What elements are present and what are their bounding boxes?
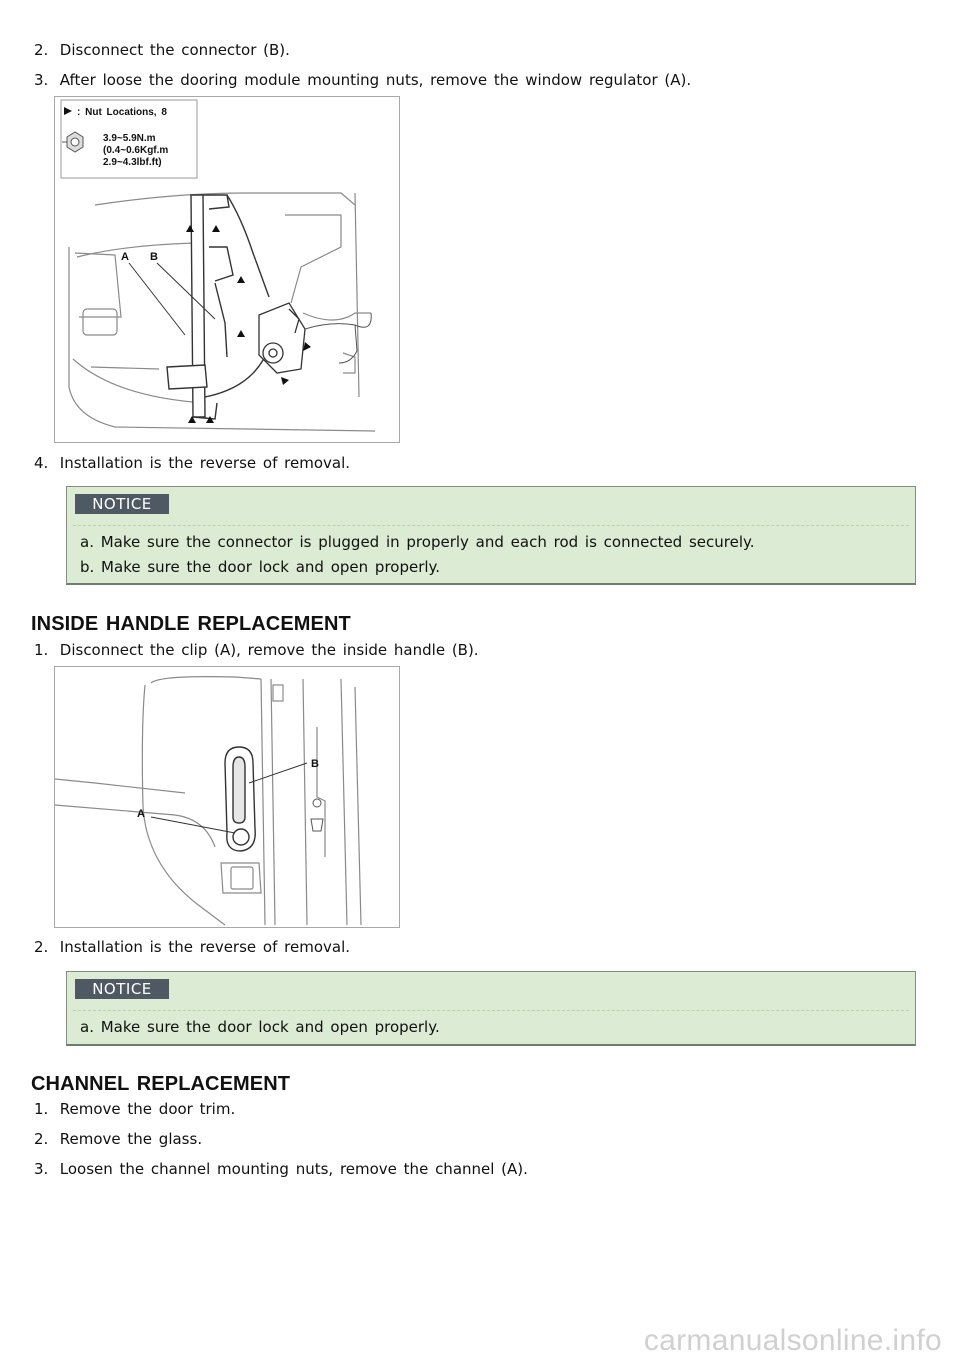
step-item: 1. Disconnect the clip (A), remove the inside handle (B).	[34, 641, 479, 659]
step-text: Remove the door trim.	[59, 1100, 236, 1118]
window-regulator-figure	[54, 96, 400, 443]
regulator-motor	[259, 303, 305, 373]
callout-label-a: A	[137, 808, 145, 820]
step-item: 2. Disconnect the connector (B).	[34, 41, 290, 59]
step-item: 2. Installation is the reverse of removal.	[34, 938, 350, 956]
step-text: After loose the dooring module mounting nuts, remove the window regulator (A).	[59, 71, 692, 89]
torque-kgf: (0.4~0.6Kgf.m	[103, 145, 169, 156]
notice-badge: NOTICE	[75, 494, 169, 514]
inside-handle-figure	[54, 666, 400, 928]
notice-badge: NOTICE	[75, 979, 169, 999]
watermark: carmanualsonline.info	[643, 1324, 942, 1357]
notice-item: a. Make sure the connector is plugged in properly and each rod is connected securely.	[80, 533, 755, 551]
callout-line-a	[151, 817, 235, 833]
notice-item: b. Make sure the door lock and open properly.	[80, 558, 441, 576]
step-item: 4. Installation is the reverse of removal.	[34, 454, 350, 472]
callout-label-b: B	[311, 758, 319, 770]
step-text: Remove the glass.	[59, 1130, 203, 1148]
section-heading: INSIDE HANDLE REPLACEMENT	[31, 613, 351, 635]
torque-lbf: 2.9~4.3lbf.ft)	[103, 157, 162, 168]
torque-nm: 3.9~5.9N.m	[103, 133, 156, 144]
window-regulator-illustration	[55, 97, 399, 442]
notice-box	[66, 486, 916, 585]
section-heading: CHANNEL REPLACEMENT	[31, 1073, 291, 1095]
door-clip	[311, 799, 323, 831]
step-text: Disconnect the clip (A), remove the inside handle (B).	[59, 641, 479, 659]
step-text: Disconnect the connector (B).	[59, 41, 290, 59]
callout-label-a: A	[121, 251, 129, 263]
step-item: 3. After loose the dooring module mounting nuts, remove the window regulator (A).	[34, 71, 692, 89]
notice-item: a. Make sure the door lock and open properly.	[80, 1018, 440, 1036]
step-item: 3. Loosen the channel mounting nuts, remove the channel (A).	[34, 1160, 528, 1178]
inside-handle	[225, 747, 255, 851]
legend-title: : Nut Locations, 8	[77, 107, 167, 118]
step-text: Loosen the channel mounting nuts, remove the channel (A).	[59, 1160, 528, 1178]
notice-divider	[73, 525, 909, 526]
wire-harness	[305, 313, 371, 329]
callout-line-b	[249, 763, 307, 783]
notice-box	[66, 971, 916, 1046]
callout-label-b: B	[150, 251, 158, 263]
inside-handle-illustration	[55, 667, 399, 927]
step-item: 1. Remove the door trim.	[34, 1100, 236, 1118]
notice-divider	[73, 1010, 909, 1011]
step-text: Installation is the reverse of removal.	[59, 454, 350, 472]
step-text: Installation is the reverse of removal.	[59, 938, 350, 956]
step-item: 2. Remove the glass.	[34, 1130, 203, 1148]
callout-line-a	[129, 263, 185, 335]
